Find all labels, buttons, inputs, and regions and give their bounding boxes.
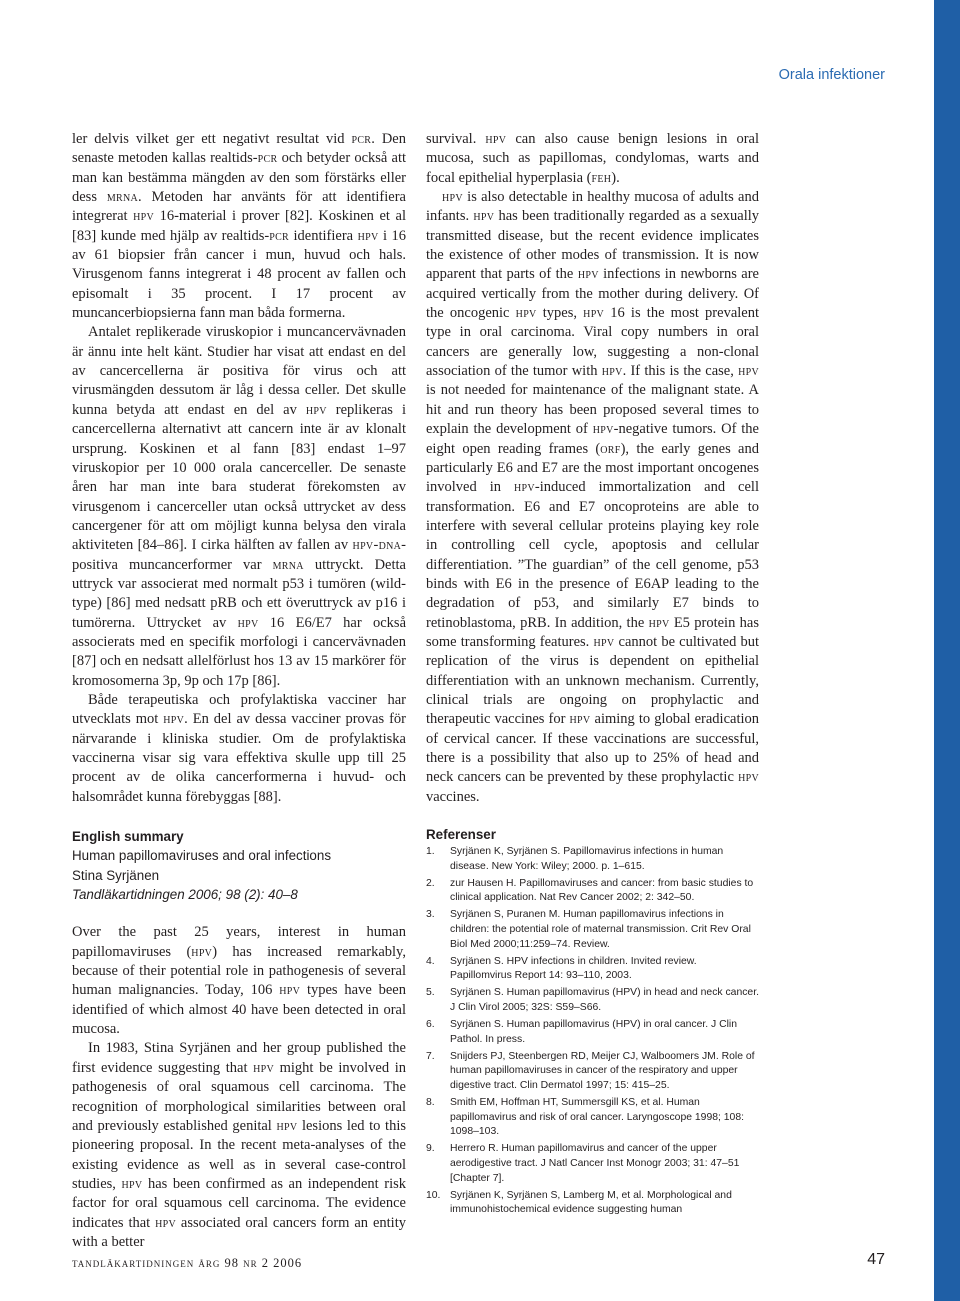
abbreviation: hpv (592, 421, 614, 438)
summary-paragraph (426, 188, 759, 807)
reference-item (426, 986, 759, 1015)
abbreviation: pcr (351, 131, 372, 147)
abbreviation: hpv (593, 633, 615, 650)
text-run: types have been identified of which almost 40 have been detected in oral mucosa. (72, 982, 406, 1038)
footer-journal-name: tandläkartidningen årg 98 nr 2 2006 (72, 1256, 303, 1270)
text-run: infections in newborns are acquired vertically from the mother during delivery. Of the oncogenic (426, 266, 759, 322)
reference-text: zur Hausen H. Papillomaviruses and cancer: from basic studies to clinical application. Nat Rev Cancer 2002; 2: 342–50. (450, 877, 754, 904)
text-run: Antalet replikerade viruskopior i muncancervävnaden är ännu inte helt känt. Studier har visat att endast en del av cancercellerna är positiva för virus och att virusmängden dessutom är låg i dessa celler. Det skulle kunna betyda att endast en del av (72, 324, 406, 418)
abbreviation: hpv (513, 479, 535, 496)
reference-text: Snijders PJ, Steenbergen RD, Meijer CJ, Walboomers JM. Role of human papillomaviruses in cancer of the respiratory and upper digestive tract. Clin Dermatol 1997; 15: 415–25. (450, 1050, 755, 1091)
text-run: och betyder också att man kan bestämma mängden av den som förstärks eller dess (72, 150, 407, 206)
abbreviation: hpv (237, 614, 259, 631)
summary-paragraph (72, 923, 406, 1039)
text-run: E5 protein has some transforming features. (426, 614, 759, 650)
reference-number: 9. (426, 1143, 435, 1155)
reference-text: Herrero R. Human papillomavirus and cancer of the upper aerodigestive tract. J Natl Cancer Inst Monogr 2003; 31: 47–51 [Chapter 7]. (450, 1143, 740, 1184)
text-run: associated oral cancers form an entity with a better (72, 1214, 406, 1250)
abbreviation: feh (591, 169, 612, 186)
abbreviation: hpv (577, 266, 599, 283)
reference-number: 6. (426, 1019, 435, 1031)
text-run: identifiera (289, 227, 358, 244)
reference-text: Syrjänen S. Human papillomavirus (HPV) in oral cancer. J Clin Pathol. In press. (450, 1019, 738, 1045)
abbreviation: orf (600, 440, 621, 457)
reference-text: Syrjänen S. Human papillomavirus (HPV) in head and neck cancer. J Clin Virol 2005; 32S: S59–S66. (450, 987, 759, 1013)
text-run: Over the past 25 years, interest in human papillomaviruses ( (72, 924, 406, 960)
right-column (426, 130, 759, 1220)
english-summary-body (72, 923, 406, 1252)
text-run: has been confirmed as an independent risk factor for oral squamous cell carcinoma. The evidence indicates that (72, 1175, 406, 1231)
references-list (426, 845, 759, 1218)
abbreviation: mrna (106, 189, 139, 206)
abbreviation: mrna (272, 556, 304, 573)
abbreviation: hpv-dna (352, 537, 402, 554)
reference-text: Syrjänen S. HPV infections in children. Invited review. Papillomvirus Report 14: 93–110, 2003. (450, 955, 697, 982)
abbreviation: hpv (601, 363, 623, 380)
abbreviation: hpv (738, 363, 759, 380)
text-run: 16 is the most prevalent type in oral carcinoma. Viral copy numbers in oral cancers are generally low, suggesting a non-clonal association of the tumor with (426, 305, 760, 380)
abbreviation: hpv (163, 711, 185, 728)
text-run: -positiva muncancerformer var (72, 537, 406, 573)
body-paragraph (72, 130, 406, 323)
reference-text: Syrjänen K, Syrjänen S, Lamberg M, et al. Morphological and immunohistochemical evidence suggesting human (450, 1189, 732, 1216)
text-run: aiming to global eradication of cervical cancer. If these vaccinations are successful, there is a possibility that also up to 25% of head and neck cancers can be prevented by these prophylactic (426, 711, 759, 786)
reference-item (426, 1050, 759, 1094)
text-run: . Metoden har använts för att identifiera integrerat (72, 189, 406, 225)
abbreviation: hpv (191, 943, 213, 960)
reference-item (426, 955, 759, 984)
reference-item (426, 908, 759, 952)
reference-number: 2. (426, 877, 435, 889)
english-summary-header (72, 827, 406, 904)
reference-item (426, 877, 759, 906)
abbreviation: pcr (269, 227, 290, 244)
summary-paragraph-continued (426, 130, 759, 188)
text-run: can also cause benign lesions in oral mucosa, such as papillomas, condylomas, warts and focal epithelial hyperplasia ( (426, 131, 759, 186)
body-paragraph (72, 691, 406, 807)
text-run: replikeras i cancercellerna alternativt att cancern inte är av klonalt ursprung. Koskinen et al fann [83] endast 1–97 viruskopior per 10 000 orala cancerceller. De senaste åren har man inte bara studerat förekomsten av virusgenom i cancerceller utan också uttrycket av dess cancergener för att om möjligt kunna belysa den virala aktiviteten [84–86]. I cirka hälften av fallen av (72, 401, 406, 554)
reference-item (426, 1096, 759, 1140)
summary-heading: English summary (72, 829, 184, 845)
text-run: is not needed for maintenance of the malignant state. A hit and run theory has been proposed several times to explain the development of (426, 382, 759, 438)
summary-citation: Tandläkartidningen 2006; 98 (2): 40–8 (72, 887, 298, 903)
reference-number: 3. (426, 909, 435, 921)
reference-item (426, 1189, 759, 1218)
summary-title: Human papillomaviruses and oral infections (72, 848, 332, 864)
text-run: 16 E6/E7 har också associerats med en specifik morfologi i cancervävnaden [87] och en nedsatt allelförlust hos 13 av 15 markörer för kromosomerna 3p, 9p och 17p [86]. (72, 614, 407, 689)
body-paragraph (72, 323, 406, 691)
reference-text: Syrjänen S, Puranen M. Human papillomavirus infections in children: the potential role of maternal transmission. Crit Rev Oral Biol Med 2000;11:259–74. Review. (450, 909, 751, 950)
abbreviation: hpv (485, 131, 507, 147)
reference-number: 10. (426, 1189, 441, 1201)
text-run: is also detectable in healthy mucosa of adults and infants. (426, 189, 759, 225)
abbreviation: hpv (583, 305, 605, 322)
abbreviation: hpv (279, 982, 301, 999)
text-run: might be involved in pathogenesis of oral squamous cell carcinoma. The recognition of morphological similarities between oral and previously established genital (72, 1059, 407, 1134)
summary-paragraph (72, 1039, 406, 1252)
left-column (72, 130, 406, 1252)
text-run: Både terapeutiska och profylaktiska vacciner har utvecklats mot (72, 691, 406, 728)
text-run: cannot be cultivated but replication of the virus is dependent on epithelial differentiation with an unknown mechanism. Currently, clinical trials are ongoing on prophylactic and therapeutic vaccines for (426, 633, 759, 728)
text-run: . If this is the case, (622, 363, 739, 380)
reference-text: Smith EM, Hoffman HT, Summersgill KS, et al. Human papillomavirus and risk of oral cancer. Laryngoscope 1998; 108: 1098–103. (450, 1097, 744, 1138)
abbreviation: hpv (133, 208, 155, 225)
text-run: types, (536, 305, 584, 322)
abbreviation: hpv (442, 189, 463, 206)
text-run: In 1983, Stina Syrjänen and her group published the first evidence suggesting that (72, 1040, 406, 1076)
text-run: 16-material i prover [82]. Koskinen et al [83] kunde med hjälp av realtids- (72, 208, 406, 244)
text-run: -induced immortalization and cell transformation. E6 and E7 oncoproteins are able to interfere with several cellular proteins playing key role in controlling cell cycle, apoptosis and cellular differentiation. ”The guardian” of the cell genome, p53 binds with E6 in the presence of E6AP leading to the degradation of p53, and similarly E7 binds to retinoblastoma, pRB. In addition, the (426, 479, 759, 631)
swedish-body-text (72, 130, 406, 807)
reference-number: 7. (426, 1050, 435, 1062)
abbreviation: hpv (121, 1175, 143, 1192)
reference-number: 8. (426, 1097, 435, 1109)
abbreviation: hpv (276, 1117, 298, 1134)
text-run: . Den senaste metoden kallas realtids- (72, 131, 406, 167)
reference-item (426, 1018, 759, 1047)
abbreviation: hpv (738, 769, 759, 786)
abbreviation: hpv (648, 614, 670, 631)
reference-item (426, 1142, 759, 1186)
abbreviation: hpv (155, 1214, 177, 1231)
text-run: -negative tumors. Of the eight open reading frames ( (426, 421, 759, 457)
text-run: ler delvis vilket ger ett negativt resultat vid (72, 131, 352, 147)
reference-item (426, 845, 759, 874)
text-run: ), the early genes and particularly E6 and E7 are the most important oncogenes involved in (426, 440, 759, 496)
text-run: uttryckt. Detta uttryck var associerat med normalt p53 i tumören (wild-type) [86] med nedsatt pRB och ett överuttryck av p16 i tumörerna. Uttrycket av (72, 556, 406, 631)
reference-text: Syrjänen K, Syrjänen S. Papillomavirus infections in human disease. New York: Wiley; 2000. p. 1–615. (450, 846, 724, 872)
text-run: survival. (426, 131, 486, 147)
text-run: vaccines. (426, 788, 480, 805)
abbreviation: hpv (569, 711, 591, 728)
section-title: Orala infektioner (778, 67, 885, 83)
sidebar-color-bar (934, 0, 960, 1301)
text-run: i 16 av 61 biopsier från cancer i mun, huvud och hals. Virusgenom fanns integrerat i 48 procent av fallen och episomalt i 35 procent. I 17 procent av muncancerbiopsierna fann man båda formerna. (72, 227, 406, 322)
abbreviation: hpv (253, 1059, 275, 1076)
text-run: ) has increased remarkably, because of their potential role in pathogenesis of several human malignancies. Today, 106 (72, 943, 406, 999)
reference-number: 4. (426, 955, 435, 967)
reference-number: 1. (426, 846, 435, 858)
text-run: ). (611, 169, 620, 186)
reference-number: 5. (426, 987, 435, 999)
summary-author: Stina Syrjänen (72, 867, 160, 883)
abbreviation: hpv (305, 401, 327, 418)
references-heading: Referenser (426, 827, 496, 843)
text-run: lesions led to this pioneering proposal. In the recent meta-analyses of the existing evidence as well as in several case-control studies, (72, 1117, 406, 1192)
abbreviation: hpv (357, 227, 379, 244)
text-run: . En del av dessa vacciner provas för närvarande i kliniska studier. Om de profylaktiska vaccinerna visar sig vara effektiva skulle upp till 25 procent av de olika cancerformerna i huvud- och halsområdet kunna förebyggas [88]. (72, 711, 406, 805)
page-number: 47 (867, 1251, 885, 1268)
text-run: has been traditionally regarded as a sexually transmitted disease, but the recent evidence implicates the existence of other modes of transmission. It is now apparent that parts of the (426, 208, 759, 283)
abbreviation: hpv (515, 305, 537, 322)
abbreviation: hpv (473, 208, 495, 225)
abbreviation: pcr (257, 150, 278, 167)
